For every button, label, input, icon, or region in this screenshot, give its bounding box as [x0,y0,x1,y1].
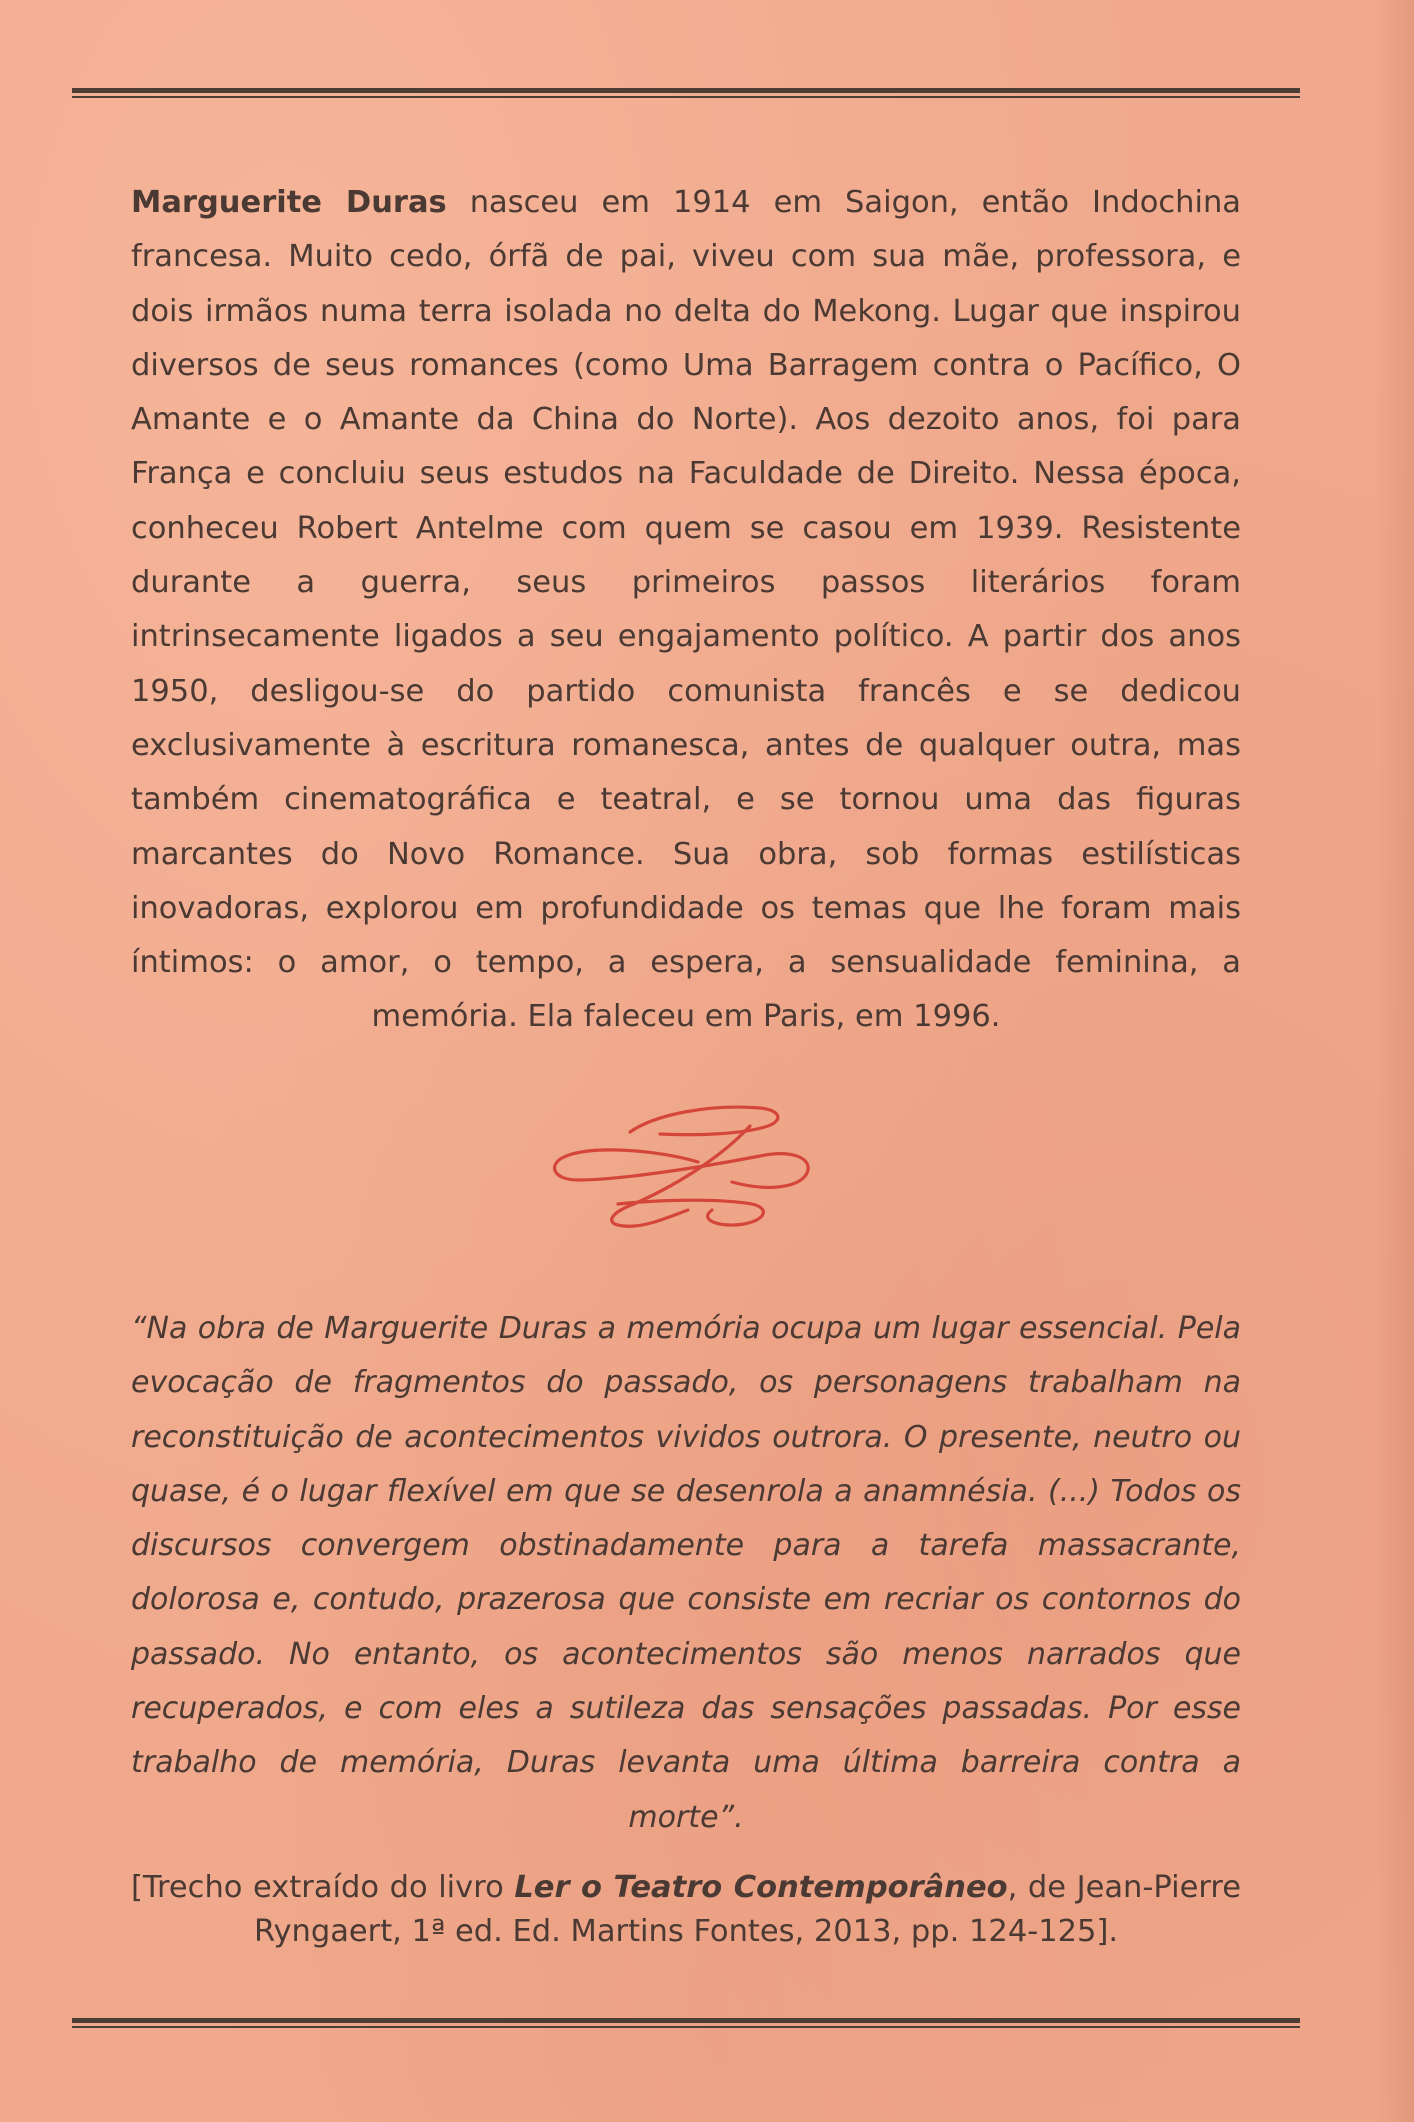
flourish-ornament-icon [548,1100,818,1230]
critical-quote: “Na obra de Marguerite Duras a memória ocupa um lugar essencial. Pela evocação de fragmentos do passado, os personagens trabalham na reconstituição de acontecimentos vividos outrora. O presente, neutro ou quase, é o lugar flexível em que se desenrola a anamnésia. (...) Todos os discursos convergem obstinadamente para a tarefa massacrante, dolorosa e, contudo, prazerosa que consiste em recriar os contornos do passado. No entanto, os acontecimentos são menos narrados que recuperados, e com eles a sutileza das sensações passadas. Por esse trabalho de memória, Duras levanta uma última barreira contra a morte”. [131,1311,1241,1835]
citation-book-title: Ler o Teatro Contemporâneo [514,1870,1008,1905]
flourish-center-loop [555,1150,809,1187]
citation-suffix: , de Jean-Pierre Ryngaert, 1ª ed. Ed. Martins Fontes, 2013, pp. 124-125]. [253,1870,1241,1949]
top-double-rule [72,88,1300,98]
citation-prefix: [Trecho extraído do livro [131,1870,515,1905]
biography-text: nasceu em 1914 em Saigon, então Indochina francesa. Muito cedo, órfã de pai, viveu com sua mãe, professora, e dois irmãos numa terra isolada no delta do Mekong. Lugar que inspirou diversos de seus romances (como Uma Barragem contra o Pacífico, O Amante e o Amante da China do Norte). Aos dezoito anos, foi para França e concluiu seus estudos na Faculdade de Direito. Nessa época, conheceu Robert Antelme com quem se casou em 1939. Resistente durante a guerra, seus primeiros passos literários foram intrinsecamente ligados a seu engajamento político. A partir dos anos 1950, desligou-se do partido comunista francês e se dedicou exclusivamente à escritura romanesca, antes de qualquer outra, mas também cinematográfica e teatral, e se tornou uma das figuras marcantes do Novo Romance. Sua obra, sob formas estilísticas inovadoras, explorou em profundidade os temas que lhe foram mais íntimos: o amor, o tempo, a espera, a sensualidade feminina, a memória. Ela faleceu em Paris, em 1996. [131,185,1241,1035]
bottom-rule-thick-line [72,2018,1300,2023]
flourish-strokes [555,1107,809,1226]
flourish-top-swash [630,1107,778,1135]
bottom-rule-thin-line [72,2026,1300,2028]
bottom-double-rule [72,2018,1300,2028]
author-name: Marguerite Duras [131,185,447,220]
top-rule-thick-line [72,88,1300,93]
flourish-bottom-hook [612,1204,688,1226]
spine-shadow [1374,0,1414,2122]
flourish-bottom-swash [618,1200,763,1225]
flourish-diagonal [634,1126,750,1204]
top-rule-thin-line [72,96,1300,98]
author-biography [131,176,1241,1045]
quote-source-citation [131,1866,1241,1954]
